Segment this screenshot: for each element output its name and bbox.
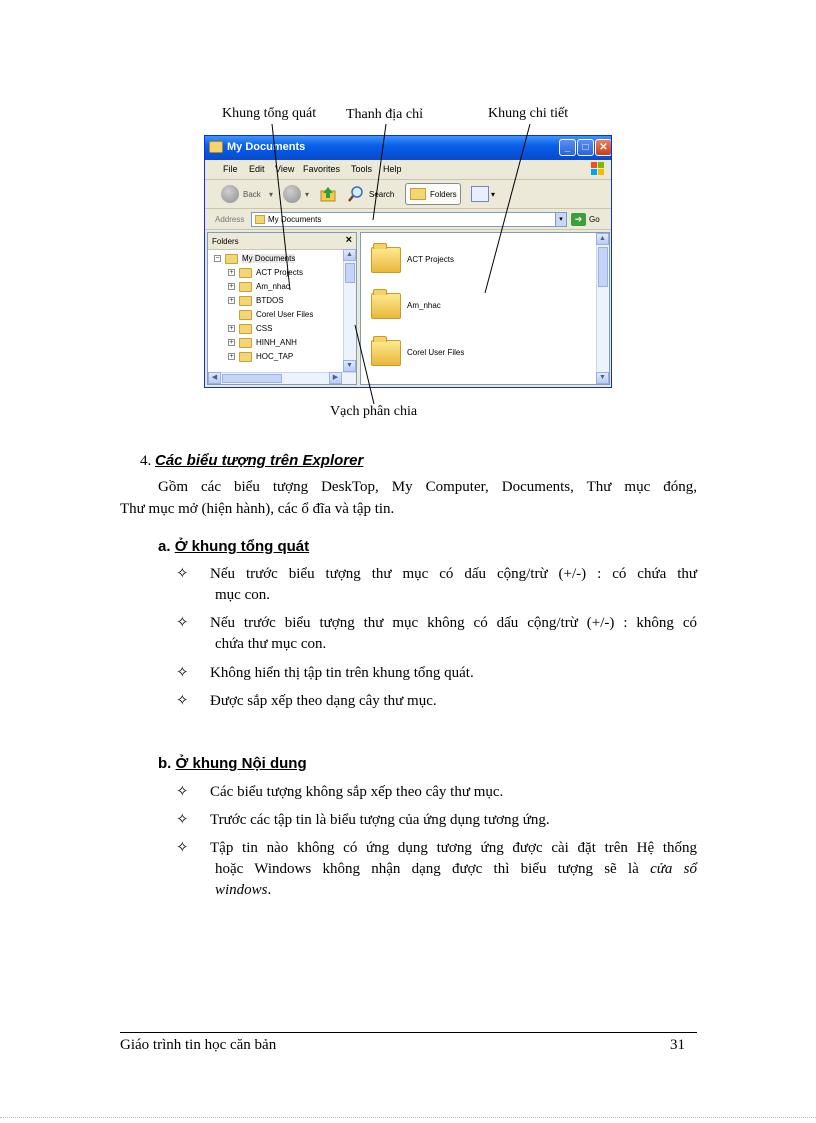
label-divider: Vạch phân chia [330,404,418,419]
menu-view[interactable]: View [275,164,295,174]
folders-label: Folders [430,190,457,199]
bullet-icon: ✧ [176,693,189,709]
expand-icon[interactable]: + [229,283,234,290]
address-value: My Documents [268,215,322,224]
section-number: 4. [140,453,152,469]
label-address-bar: Thanh địa chỉ [346,107,423,122]
intro-line-1: Gồm các biểu tượng DeskTop, My Computer, Documents, Thư mục đóng, [158,479,697,495]
subsection-a-prefix: a. [158,538,171,555]
maximize-button[interactable]: □ [577,139,594,156]
bullet-icon: ✧ [176,784,189,800]
window-title: My Documents [227,141,306,153]
content-item[interactable]: Corel User Files [407,348,465,357]
page-edge [0,1117,816,1118]
expand-icon[interactable]: + [229,297,234,304]
footer-title: Giáo trình tin học căn bản [120,1037,277,1053]
menu-favorites[interactable]: Favorites [303,164,341,174]
footer-rule [120,1032,697,1033]
go-arrow-icon[interactable]: ➔ [571,213,586,226]
bullet-text: Không hiển thị tập tin trên khung tổng quát. [210,665,474,681]
address-label: Address [215,215,245,224]
scroll-down-icon[interactable]: ▼ [596,372,609,384]
folders-pane-title: Folders [212,237,239,246]
label-detail-pane: Khung chi tiết [488,106,569,121]
menu-edit[interactable]: Edit [249,164,265,174]
section-heading [140,452,363,470]
back-dropdown-icon[interactable]: ▾ [269,190,274,199]
bullet-text: Các biểu tượng không sắp xếp theo cây thư mục. [210,784,504,800]
callout-line-address [373,124,386,220]
views-dropdown-icon[interactable]: ▾ [491,190,496,199]
bullet-icon: ✧ [176,566,189,582]
callout-line-tree [272,124,290,290]
bullet-icon: ✧ [176,665,189,681]
callout-line-detail [485,124,530,293]
bullet-icon: ✧ [176,812,189,828]
scroll-right-icon[interactable]: ▶ [329,372,342,384]
back-label: Back [243,190,261,199]
scroll-up-icon[interactable]: ▲ [596,233,609,245]
callout-lines [0,0,816,440]
collapse-icon[interactable]: − [215,255,220,262]
menu-file[interactable]: File [223,164,238,174]
callout-line-divider [355,325,374,404]
bullet-text: Được sắp xếp theo dạng cây thư mục. [210,693,437,709]
bullet-text: Nếu trước biểu tượng thư mục có dấu cộng/trừ (+/-) : có chứa thư mục con. [210,566,697,603]
close-pane-icon[interactable]: × [345,234,352,246]
subsection-b-heading [158,755,307,772]
minimize-button[interactable]: _ [559,139,576,156]
bullet-icon: ✧ [176,840,189,856]
scroll-down-icon[interactable]: ▼ [343,360,356,372]
bullet-text: Tập tin nào không có ứng dụng tương ứng được cài đặt trên Hệ thống hoặc Windows không nhận dạng được thì biểu tượng sẽ là cửa sổ windows. [210,840,697,898]
search-button[interactable]: Search [369,190,395,199]
subsection-b-prefix: b. [158,755,172,772]
close-button[interactable]: ✕ [595,139,612,156]
bullet-text: Trước các tập tin là biểu tượng của ứng dụng tương ứng. [210,812,550,828]
page-number: 31 [670,1037,685,1053]
expand-icon[interactable]: + [229,269,234,276]
go-button[interactable]: Go [589,215,600,224]
scroll-up-icon[interactable]: ▲ [343,249,356,261]
menu-help[interactable]: Help [383,164,402,174]
folders-pane: Folders × − My Documents + ACT Projects + Am_nhac + BTDOS Corel User Files + CSS + HINH_ANH + HOC_TAP ▲ ▼ ◀ ▶ [207,232,357,385]
scroll-left-icon[interactable]: ◀ [208,372,221,384]
subsection-a-title: Ở khung tổng quát [174,538,310,555]
subsection-b-title: Ở khung Nội dung [175,755,307,772]
expand-icon[interactable]: + [229,325,234,332]
menu-tools[interactable]: Tools [351,164,373,174]
bullet-icon: ✧ [176,615,189,631]
label-tree-pane: Khung tổng quát [222,106,317,121]
intro-line-2: Thư mục mở (hiện hành), các ổ đĩa và tập tin. [120,501,395,517]
bullet-text: Nếu trước biểu tượng thư mục không có dấu cộng/trừ (+/-) : không có chứa thư mục con. [210,615,697,652]
subsection-a-heading [158,538,309,555]
expand-icon[interactable]: + [229,353,234,360]
content-item[interactable]: Am_nhac [407,301,441,310]
section-title: Các biểu tượng trên Explorer [155,452,364,469]
expand-icon[interactable]: + [229,339,234,346]
tree-item-root[interactable]: − My Documents [215,254,296,263]
address-dropdown-icon[interactable]: ▾ [555,212,567,227]
forward-dropdown-icon[interactable]: ▾ [305,190,310,199]
content-item[interactable]: ACT Projects [407,255,454,264]
